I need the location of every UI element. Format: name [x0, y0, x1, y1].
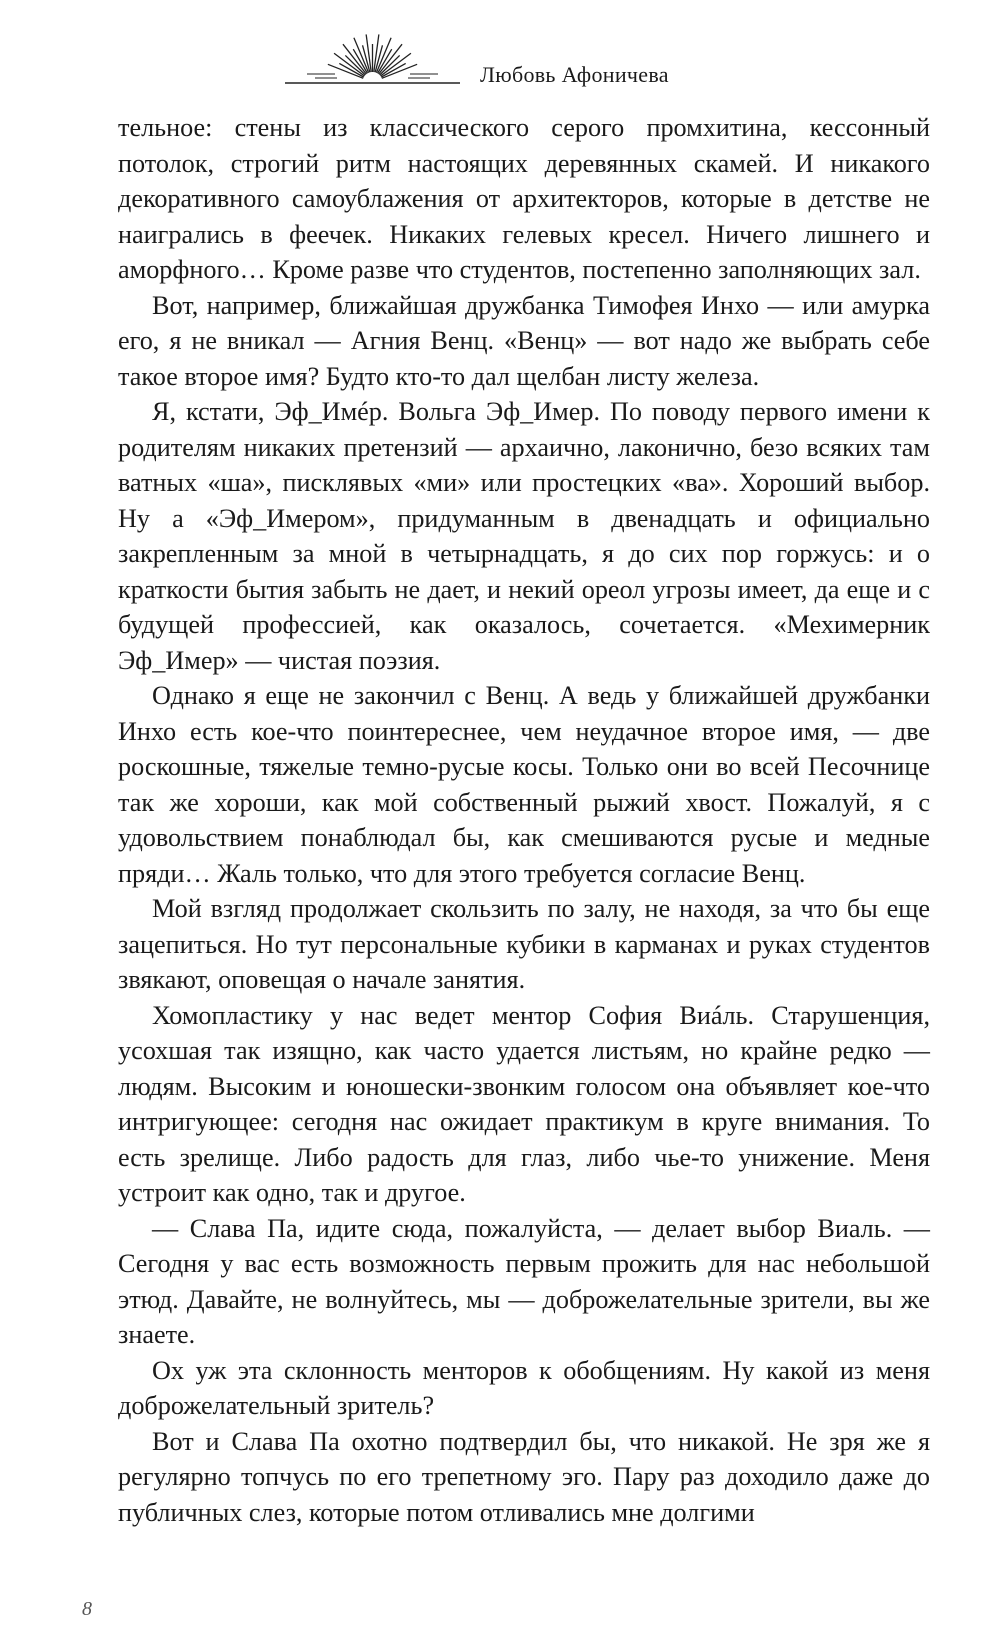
sunrise-ornament-icon	[285, 28, 460, 88]
page-number: 8	[82, 1598, 92, 1620]
paragraph: Однако я еще не закончил с Венц. А ведь у ближайшей дружбанки Инхо есть кое-что поинтереснее, чем неудачное второе имя, — две роскошные, тяжелые темно-русые косы. Только они во всей Песочнице так же хороши, как мой собственный рыжий хвост. Пожалуй, я с удовольствием понаблюдал бы, как смешиваются русые и медные пряди… Жаль только, что для этого требуется согласие Венц.	[118, 681, 930, 888]
paragraph: Я, кстати, Эф_Имéр. Вольга Эф_Имер. По поводу первого имени к родителям никаких претензий — архаично, лаконично, безо всяких там ватных «ша», писклявых «ми» или простецких «ва». Хороший выбор. Ну а «Эф_Имером», придуманным в двенадцать и официально закрепленным за мной в четырнадцать, я до сих пор горжусь: и о краткости бытия забыть не дает, и некий ореол угрозы имеет, да еще и с будущей профессией, как оказалось, сочетается. «Мехимерник Эф_Имер» — чистая поэзия.	[118, 397, 930, 675]
paragraph: тельное: стены из классического серого промхитина, кессонный потолок, строгий ритм настоящих деревянных скамей. И никакого декоративного самоублажения от архитекторов, которые в детстве не наигрались в феечек. Никаких гелевых кресел. Ничего лишнего и аморфного… Кроме разве что студентов, постепенно заполняющих зал.	[118, 113, 930, 284]
paragraph: — Слава Па, идите сюда, пожалуйста, — делает выбор Виаль. — Сегодня у вас есть возможность первым прожить для нас небольшой этюд. Давайте, не волнуйтесь, мы — доброжелательные зрители, вы же знаете.	[118, 1213, 930, 1349]
author-name: Любовь Афоничева	[480, 62, 669, 87]
paragraph: Вот, например, ближайшая дружбанка Тимофея Инхо — или амурка его, я не вникал — Агния Венц. «Венц» — вот надо же выбрать себе такое второе имя? Будто кто-то дал щелбан листу железа.	[118, 290, 930, 391]
paragraph: Ох уж эта склонность менторов к обобщениям. Ну какой из меня доброжелательный зритель?	[118, 1355, 930, 1420]
book-page-text	[118, 110, 930, 1530]
running-header	[0, 0, 1000, 110]
paragraph: Мой взгляд продолжает скользить по залу, не находя, за что бы еще зацепиться. Но тут персональные кубики в карманах и руках студентов звякают, оповещая о начале занятия.	[118, 894, 930, 994]
paragraph: Хомопластику у нас ведет ментор София Виáль. Старушенция, усохшая так изящно, как часто удается листьям, но крайне редко — людям. Высоким и юношески-звонким голосом она объявляет кое-что интригующее: сегодня нас ожидает практикум в круге внимания. То есть зрелище. Либо радость для глаз, либо чье-то унижение. Меня устроит как одно, так и другое.	[118, 1000, 930, 1207]
paragraph: Вот и Слава Па охотно подтвердил бы, что никакой. Не зря же я регулярно топчусь по его трепетному эго. Пару раз доходило даже до публичных слез, которые потом отливались мне долгими	[118, 1426, 930, 1527]
